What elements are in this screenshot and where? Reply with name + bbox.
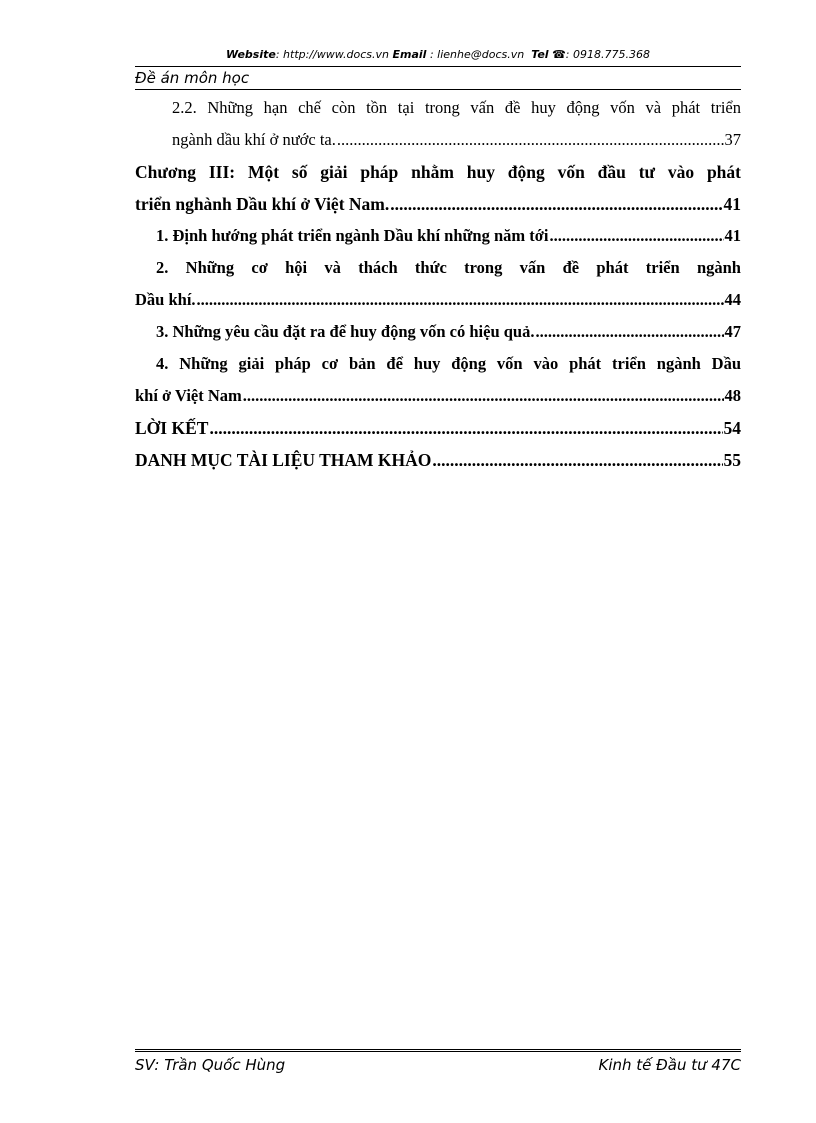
toc-entry-text: 4. Những giải pháp cơ bản để huy động vốn vào phát triển ngành Dầu (156, 354, 741, 373)
footer-class: Kinh tế Đầu tư 47C (598, 1056, 741, 1074)
toc-entry-text: 1. Định hướng phát triển ngành Dầu khí những năm tới (156, 226, 549, 245)
telephone-icon: ☎ (552, 48, 566, 61)
toc-page-number: 47 (724, 322, 741, 341)
toc-page-number: 48 (724, 386, 741, 405)
toc-entry-text: LỜI KẾT (135, 418, 209, 438)
dot-leader (390, 188, 722, 220)
running-header (135, 66, 741, 90)
toc-entry-text: 2. Những cơ hội và thách thức trong vấn đề phát triển ngành (156, 258, 741, 277)
page-footer (135, 1049, 741, 1074)
toc-entry-conclusion (135, 412, 741, 444)
toc-entry-3-2 (135, 252, 741, 316)
toc-entry-chapter-3 (135, 156, 741, 220)
toc-entry-text: 3. Những yêu cầu đặt ra để huy động vốn có hiệu quả. (156, 322, 535, 341)
dot-leader (197, 284, 724, 316)
toc-entry-3-3 (135, 316, 741, 348)
toc-entry-text: Dầu khí. (135, 290, 196, 309)
dot-leader (209, 412, 722, 444)
toc-entry-text: Chương III: Một số giải pháp nhằm huy động vốn đầu tư vào phát (135, 162, 741, 182)
dot-leader (337, 124, 724, 156)
toc-entry-text: triển nghành Dầu khí ở Việt Nam. (135, 194, 390, 214)
toc-entry-2-2 (135, 92, 741, 156)
footer-student-name: SV: Trần Quốc Hùng (135, 1056, 286, 1074)
toc-entry-3-1 (135, 220, 741, 252)
toc-page-number: 55 (723, 450, 741, 470)
dot-leader (550, 220, 724, 252)
toc-page-number: 41 (724, 226, 741, 245)
dot-leader (536, 316, 724, 348)
table-of-contents (135, 92, 741, 476)
running-header-text: Đề án môn học (135, 69, 741, 90)
email-value: : lienhe@docs.vn (429, 48, 525, 61)
toc-entry-text: ngành dầu khí ở nước ta. (172, 130, 336, 149)
toc-entry-references (135, 444, 741, 476)
tel-label: Tel (531, 48, 549, 61)
tel-value: : 0918.775.368 (565, 48, 650, 61)
toc-page-number: 44 (724, 290, 741, 309)
website-label: Website (226, 48, 276, 61)
toc-page-number: 54 (723, 418, 741, 438)
dot-leader (432, 444, 722, 476)
toc-entry-text: DANH MỤC TÀI LIỆU THAM KHẢO (135, 450, 432, 470)
toc-page-number: 41 (723, 194, 741, 214)
website-value: : http://www.docs.vn (275, 48, 390, 61)
site-info-bar (135, 48, 741, 61)
toc-entry-text: 2.2. Những hạn chế còn tồn tại trong vấn đề huy động vốn và phát triển (172, 98, 741, 117)
toc-entry-3-4 (135, 348, 741, 412)
dot-leader (243, 380, 724, 412)
toc-entry-text: khí ở Việt Nam (135, 386, 242, 405)
toc-page-number: 37 (724, 130, 741, 149)
email-label: Email (392, 48, 427, 61)
